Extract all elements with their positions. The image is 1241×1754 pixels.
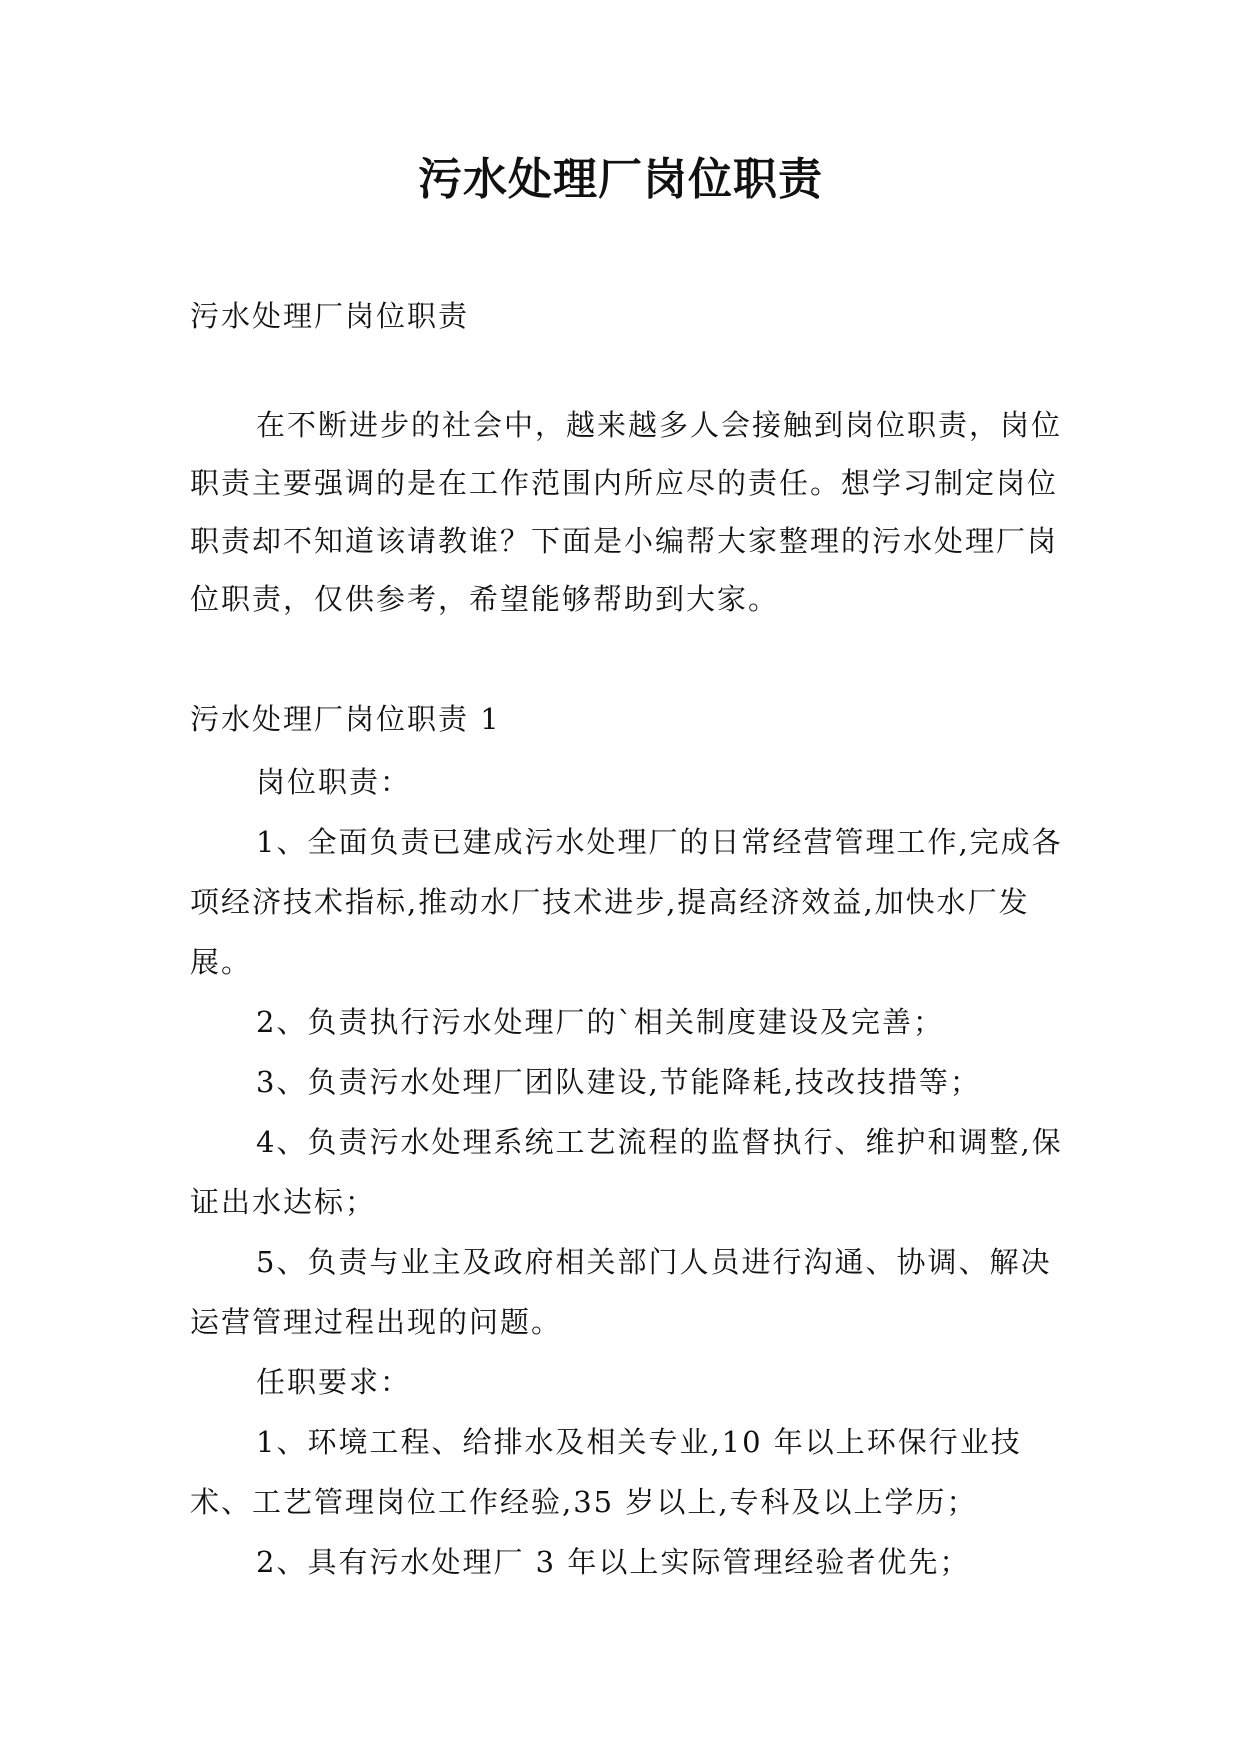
requirements-label: 任职要求：: [256, 1365, 412, 1399]
section-heading: 污水处理厂岗位职责 1: [190, 702, 501, 736]
document-title: 污水处理厂岗位职责: [418, 154, 823, 205]
duty-item-3: 3、负责污水处理厂团队建设,节能降耗,技改技措等；: [256, 1065, 981, 1099]
duty-item-4: 4、负责污水处理系统工艺流程的监督执行、维护和调整,保证出水达标；: [190, 1125, 1063, 1219]
intro-heading: 污水处理厂岗位职责: [190, 299, 470, 333]
duties-label: 岗位职责：: [256, 765, 412, 799]
intro-paragraph: 在不断进步的社会中，越来越多人会接触到岗位职责，岗位职责主要强调的是在工作范围内所应尽的责任。想学习制定岗位职责却不知道该请教谁？下面是小编帮大家整理的污水处理厂岗位职责，仅供参考，希望能够帮助到大家。: [190, 408, 1063, 616]
duty-item-2: 2、负责执行污水处理厂的`相关制度建设及完善；: [256, 1005, 944, 1039]
duty-item-1: 1、全面负责已建成污水处理厂的日常经营管理工作,完成各项经济技术指标,推动水厂技术进步,提高经济效益,加快水厂发展。: [190, 825, 1063, 979]
requirement-item-1: 1、环境工程、给排水及相关专业,10 年以上环保行业技术、工艺管理岗位工作经验,35 岁以上,专科及以上学历；: [190, 1425, 1022, 1519]
section-body: [190, 752, 1065, 1592]
requirement-item-2: 2、具有污水处理厂 3 年以上实际管理经验者优先；: [256, 1545, 971, 1579]
duty-item-5: 5、负责与业主及政府相关部门人员进行沟通、协调、解决运营管理过程出现的问题。: [190, 1245, 1052, 1339]
